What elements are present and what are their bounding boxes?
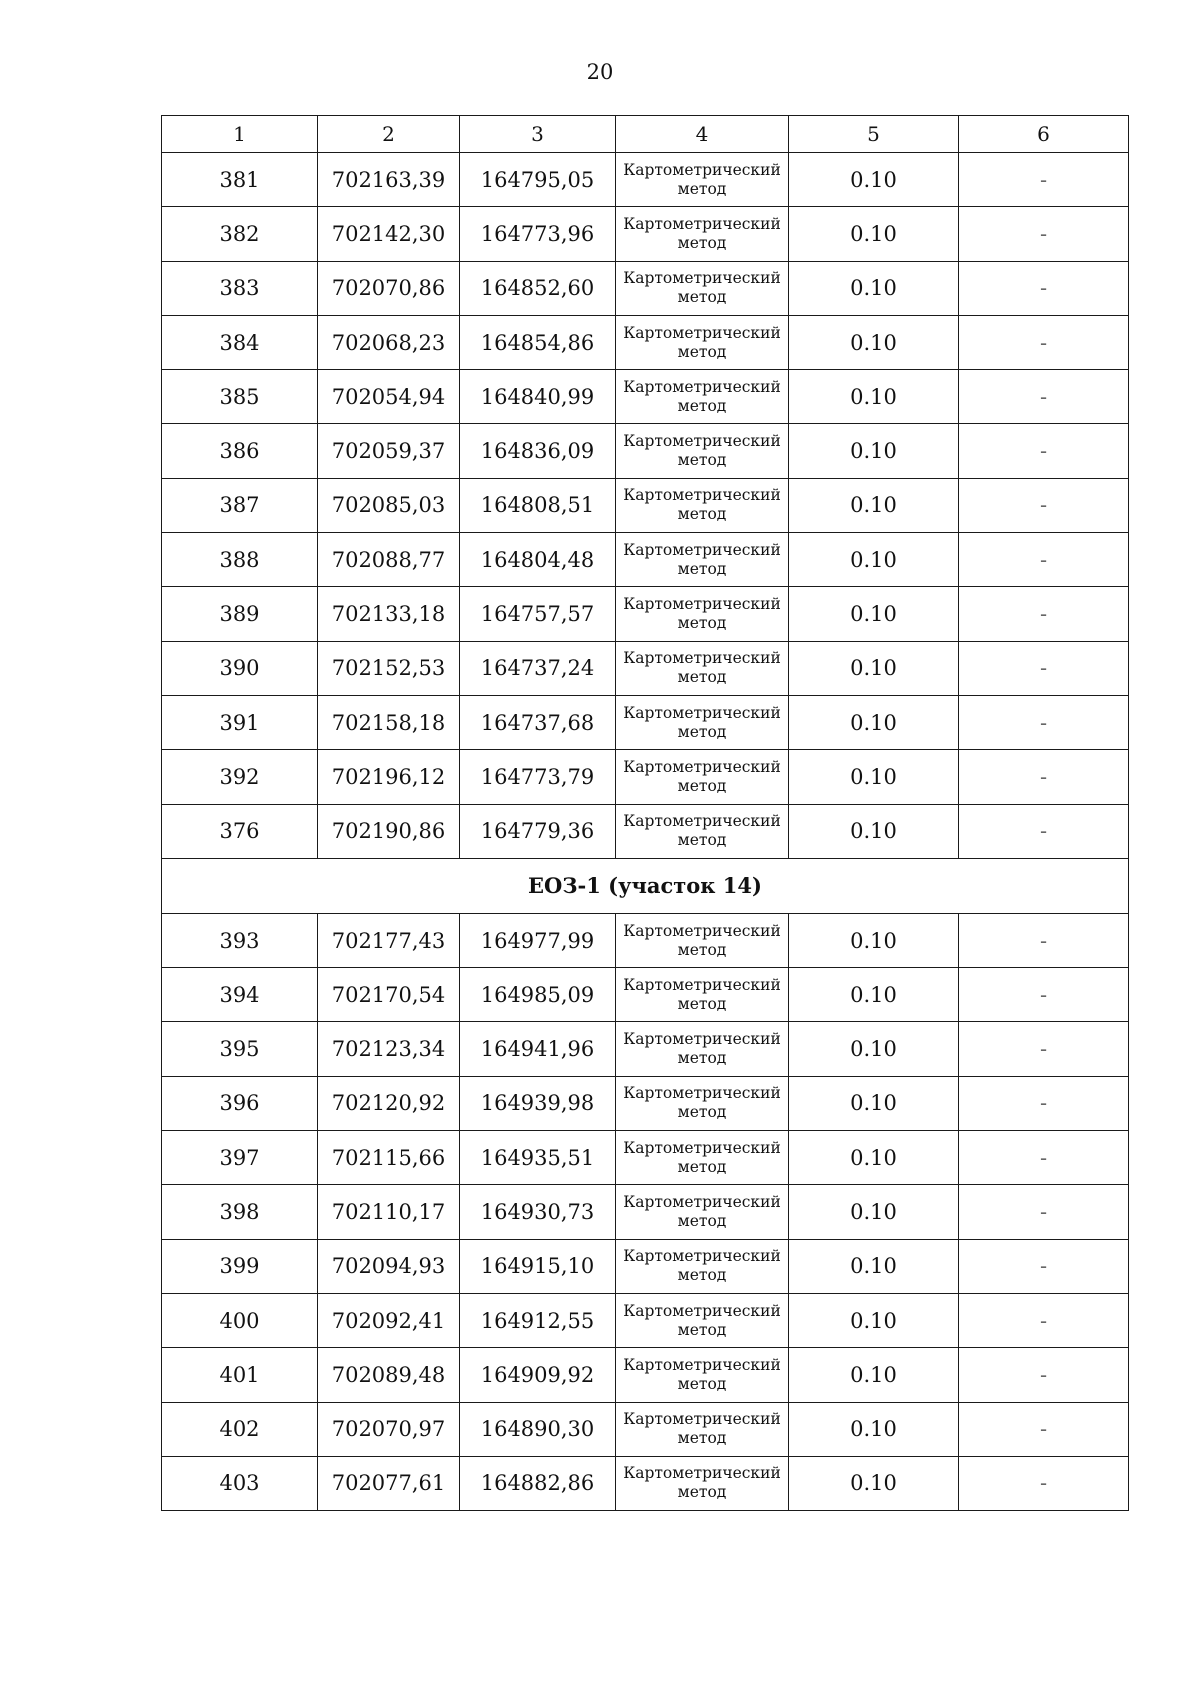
point-number-cell: 384: [162, 315, 318, 369]
method-line-2: метод: [677, 1103, 727, 1122]
method-cell: [616, 587, 789, 641]
accuracy-cell: 0.10: [789, 370, 959, 424]
accuracy-cell: 0.10: [789, 1239, 959, 1293]
table-row: [162, 1131, 1129, 1185]
y-coordinate-cell: 164935,51: [460, 1131, 616, 1185]
point-number-cell: 385: [162, 370, 318, 424]
method-line-2: метод: [677, 396, 727, 415]
accuracy-cell: 0.10: [789, 261, 959, 315]
table-row: [162, 478, 1129, 532]
method-cell: [616, 968, 789, 1022]
method-line-1: Картометрический: [623, 377, 781, 396]
x-coordinate-cell: 702115,66: [318, 1131, 460, 1185]
point-number-cell: 402: [162, 1402, 318, 1456]
description-cell: -: [959, 1076, 1129, 1130]
accuracy-cell: 0.10: [789, 750, 959, 804]
point-number-cell: 381: [162, 153, 318, 207]
method-cell: [616, 695, 789, 749]
method-line-1: Картометрический: [623, 1355, 781, 1374]
description-cell: -: [959, 370, 1129, 424]
point-number-cell: 390: [162, 641, 318, 695]
description-cell: -: [959, 1402, 1129, 1456]
method-line-2: метод: [677, 1211, 727, 1230]
method-line-2: метод: [677, 1049, 727, 1068]
method-line-2: метод: [677, 1483, 727, 1502]
accuracy-cell: 0.10: [789, 1402, 959, 1456]
method-line-2: метод: [677, 179, 727, 198]
y-coordinate-cell: 164915,10: [460, 1239, 616, 1293]
x-coordinate-cell: 702152,53: [318, 641, 460, 695]
accuracy-cell: 0.10: [789, 1131, 959, 1185]
x-coordinate-cell: 702110,17: [318, 1185, 460, 1239]
description-cell: -: [959, 695, 1129, 749]
method-line-1: Картометрический: [623, 486, 781, 505]
method-cell: [616, 261, 789, 315]
table-row: [162, 1456, 1129, 1510]
method-cell: [616, 1239, 789, 1293]
method-cell: [616, 750, 789, 804]
method-cell: [616, 913, 789, 967]
method-cell: [616, 478, 789, 532]
point-number-cell: 400: [162, 1293, 318, 1347]
column-header-1: 1: [162, 116, 318, 153]
method-cell: [616, 1131, 789, 1185]
method-cell: [616, 1022, 789, 1076]
point-number-cell: 386: [162, 424, 318, 478]
y-coordinate-cell: 164852,60: [460, 261, 616, 315]
accuracy-cell: 0.10: [789, 1185, 959, 1239]
method-line-1: Картометрический: [623, 975, 781, 994]
description-cell: -: [959, 1131, 1129, 1185]
accuracy-cell: 0.10: [789, 1348, 959, 1402]
accuracy-cell: 0.10: [789, 533, 959, 587]
accuracy-cell: 0.10: [789, 1456, 959, 1510]
method-cell: [616, 1185, 789, 1239]
x-coordinate-cell: 702070,86: [318, 261, 460, 315]
y-coordinate-cell: 164804,48: [460, 533, 616, 587]
accuracy-cell: 0.10: [789, 804, 959, 858]
page-number: 20: [586, 60, 614, 84]
point-number-cell: 403: [162, 1456, 318, 1510]
table-row: [162, 804, 1129, 858]
method-cell: [616, 153, 789, 207]
accuracy-cell: 0.10: [789, 424, 959, 478]
method-line-1: Картометрический: [623, 160, 781, 179]
x-coordinate-cell: 702142,30: [318, 207, 460, 261]
y-coordinate-cell: 164977,99: [460, 913, 616, 967]
y-coordinate-cell: 164737,68: [460, 695, 616, 749]
column-header-6: 6: [959, 116, 1129, 153]
method-line-1: Картометрический: [623, 214, 781, 233]
description-cell: -: [959, 478, 1129, 532]
method-line-2: метод: [677, 994, 727, 1013]
table-row: [162, 315, 1129, 369]
table-row: [162, 533, 1129, 587]
method-line-2: метод: [677, 342, 727, 361]
method-line-1: Картометрический: [623, 757, 781, 776]
description-cell: -: [959, 750, 1129, 804]
accuracy-cell: 0.10: [789, 1022, 959, 1076]
description-cell: -: [959, 641, 1129, 695]
description-cell: -: [959, 1293, 1129, 1347]
method-line-1: Картометрический: [623, 703, 781, 722]
description-cell: -: [959, 968, 1129, 1022]
method-line-1: Картометрический: [623, 540, 781, 559]
x-coordinate-cell: 702077,61: [318, 1456, 460, 1510]
accuracy-cell: 0.10: [789, 1293, 959, 1347]
method-line-1: Картометрический: [623, 921, 781, 940]
method-line-2: метод: [677, 776, 727, 795]
point-number-cell: 389: [162, 587, 318, 641]
y-coordinate-cell: 164737,24: [460, 641, 616, 695]
method-cell: [616, 641, 789, 695]
x-coordinate-cell: 702094,93: [318, 1239, 460, 1293]
method-line-2: метод: [677, 1429, 727, 1448]
accuracy-cell: 0.10: [789, 1076, 959, 1130]
point-number-cell: 392: [162, 750, 318, 804]
method-cell: [616, 1456, 789, 1510]
y-coordinate-cell: 164939,98: [460, 1076, 616, 1130]
method-line-2: метод: [677, 614, 727, 633]
description-cell: -: [959, 153, 1129, 207]
y-coordinate-cell: 164882,86: [460, 1456, 616, 1510]
description-cell: -: [959, 1456, 1129, 1510]
x-coordinate-cell: 702092,41: [318, 1293, 460, 1347]
table-row: [162, 587, 1129, 641]
method-line-1: Картометрический: [623, 1464, 781, 1483]
x-coordinate-cell: 702123,34: [318, 1022, 460, 1076]
y-coordinate-cell: 164854,86: [460, 315, 616, 369]
table-row: [162, 207, 1129, 261]
point-number-cell: 376: [162, 804, 318, 858]
accuracy-cell: 0.10: [789, 478, 959, 532]
method-line-1: Картометрический: [623, 432, 781, 451]
table-header-row: [162, 116, 1129, 153]
table-row: [162, 1185, 1129, 1239]
point-number-cell: 382: [162, 207, 318, 261]
accuracy-cell: 0.10: [789, 913, 959, 967]
x-coordinate-cell: 702059,37: [318, 424, 460, 478]
y-coordinate-cell: 164773,96: [460, 207, 616, 261]
point-number-cell: 396: [162, 1076, 318, 1130]
y-coordinate-cell: 164757,57: [460, 587, 616, 641]
table-row: [162, 641, 1129, 695]
x-coordinate-cell: 702120,92: [318, 1076, 460, 1130]
method-line-2: метод: [677, 559, 727, 578]
description-cell: -: [959, 315, 1129, 369]
y-coordinate-cell: 164840,99: [460, 370, 616, 424]
y-coordinate-cell: 164773,79: [460, 750, 616, 804]
method-line-2: метод: [677, 505, 727, 524]
point-number-cell: 398: [162, 1185, 318, 1239]
y-coordinate-cell: 164941,96: [460, 1022, 616, 1076]
method-line-1: Картометрический: [623, 1138, 781, 1157]
table-row: [162, 1348, 1129, 1402]
x-coordinate-cell: 702177,43: [318, 913, 460, 967]
y-coordinate-cell: 164912,55: [460, 1293, 616, 1347]
method-line-2: метод: [677, 1266, 727, 1285]
description-cell: -: [959, 804, 1129, 858]
accuracy-cell: 0.10: [789, 587, 959, 641]
method-cell: [616, 315, 789, 369]
x-coordinate-cell: 702088,77: [318, 533, 460, 587]
table-row: [162, 750, 1129, 804]
y-coordinate-cell: 164779,36: [460, 804, 616, 858]
x-coordinate-cell: 702133,18: [318, 587, 460, 641]
x-coordinate-cell: 702163,39: [318, 153, 460, 207]
y-coordinate-cell: 164985,09: [460, 968, 616, 1022]
x-coordinate-cell: 702158,18: [318, 695, 460, 749]
method-line-1: Картометрический: [623, 649, 781, 668]
table-row: [162, 695, 1129, 749]
method-cell: [616, 804, 789, 858]
table-row: [162, 424, 1129, 478]
point-number-cell: 401: [162, 1348, 318, 1402]
x-coordinate-cell: 702089,48: [318, 1348, 460, 1402]
method-line-1: Картометрический: [623, 1192, 781, 1211]
method-cell: [616, 533, 789, 587]
table-row: [162, 1239, 1129, 1293]
method-line-1: Картометрический: [623, 1247, 781, 1266]
column-header-5: 5: [789, 116, 959, 153]
method-line-1: Картометрический: [623, 323, 781, 342]
y-coordinate-cell: 164930,73: [460, 1185, 616, 1239]
section-header-body: [162, 858, 1129, 913]
method-cell: [616, 1348, 789, 1402]
y-coordinate-cell: 164836,09: [460, 424, 616, 478]
table-row: [162, 1293, 1129, 1347]
method-line-1: Картометрический: [623, 812, 781, 831]
table-row: [162, 968, 1129, 1022]
x-coordinate-cell: 702190,86: [318, 804, 460, 858]
section-header-row: [162, 858, 1129, 913]
y-coordinate-cell: 164890,30: [460, 1402, 616, 1456]
method-line-2: метод: [677, 831, 727, 850]
column-header-4: 4: [616, 116, 789, 153]
description-cell: -: [959, 1185, 1129, 1239]
x-coordinate-cell: 702085,03: [318, 478, 460, 532]
point-number-cell: 399: [162, 1239, 318, 1293]
table-body-after-section: [162, 913, 1129, 1510]
method-line-2: метод: [677, 288, 727, 307]
method-line-2: метод: [677, 668, 727, 687]
method-line-2: метод: [677, 451, 727, 470]
method-cell: [616, 370, 789, 424]
point-number-cell: 393: [162, 913, 318, 967]
method-cell: [616, 1402, 789, 1456]
column-header-2: 2: [318, 116, 460, 153]
method-line-1: Картометрический: [623, 595, 781, 614]
method-line-2: метод: [677, 940, 727, 959]
method-line-2: метод: [677, 1157, 727, 1176]
method-line-2: метод: [677, 1374, 727, 1393]
method-cell: [616, 1293, 789, 1347]
method-cell: [616, 424, 789, 478]
accuracy-cell: 0.10: [789, 695, 959, 749]
section-title: ЕОЗ-1 (участок 14): [162, 858, 1129, 913]
description-cell: -: [959, 913, 1129, 967]
table-row: [162, 1402, 1129, 1456]
method-line-1: Картометрический: [623, 269, 781, 288]
method-cell: [616, 1076, 789, 1130]
x-coordinate-cell: 702196,12: [318, 750, 460, 804]
coordinates-table: [161, 115, 1129, 1511]
column-header-3: 3: [460, 116, 616, 153]
point-number-cell: 387: [162, 478, 318, 532]
accuracy-cell: 0.10: [789, 153, 959, 207]
method-line-1: Картометрический: [623, 1030, 781, 1049]
method-line-1: Картометрический: [623, 1084, 781, 1103]
x-coordinate-cell: 702054,94: [318, 370, 460, 424]
point-number-cell: 394: [162, 968, 318, 1022]
description-cell: -: [959, 587, 1129, 641]
description-cell: -: [959, 533, 1129, 587]
y-coordinate-cell: 164808,51: [460, 478, 616, 532]
description-cell: -: [959, 1348, 1129, 1402]
table-row: [162, 913, 1129, 967]
point-number-cell: 397: [162, 1131, 318, 1185]
point-number-cell: 395: [162, 1022, 318, 1076]
y-coordinate-cell: 164909,92: [460, 1348, 616, 1402]
method-line-1: Картометрический: [623, 1410, 781, 1429]
description-cell: -: [959, 1239, 1129, 1293]
method-line-2: метод: [677, 1320, 727, 1339]
y-coordinate-cell: 164795,05: [460, 153, 616, 207]
description-cell: -: [959, 1022, 1129, 1076]
x-coordinate-cell: 702170,54: [318, 968, 460, 1022]
table-row: [162, 1022, 1129, 1076]
method-line-1: Картометрический: [623, 1301, 781, 1320]
point-number-cell: 388: [162, 533, 318, 587]
table-row: [162, 261, 1129, 315]
table-row: [162, 370, 1129, 424]
accuracy-cell: 0.10: [789, 641, 959, 695]
table-body-before-section: [162, 153, 1129, 859]
method-line-2: метод: [677, 722, 727, 741]
point-number-cell: 391: [162, 695, 318, 749]
description-cell: -: [959, 207, 1129, 261]
description-cell: -: [959, 261, 1129, 315]
method-cell: [616, 207, 789, 261]
point-number-cell: 383: [162, 261, 318, 315]
table-row: [162, 153, 1129, 207]
accuracy-cell: 0.10: [789, 207, 959, 261]
accuracy-cell: 0.10: [789, 968, 959, 1022]
x-coordinate-cell: 702070,97: [318, 1402, 460, 1456]
description-cell: -: [959, 424, 1129, 478]
x-coordinate-cell: 702068,23: [318, 315, 460, 369]
table-row: [162, 1076, 1129, 1130]
accuracy-cell: 0.10: [789, 315, 959, 369]
method-line-2: метод: [677, 233, 727, 252]
